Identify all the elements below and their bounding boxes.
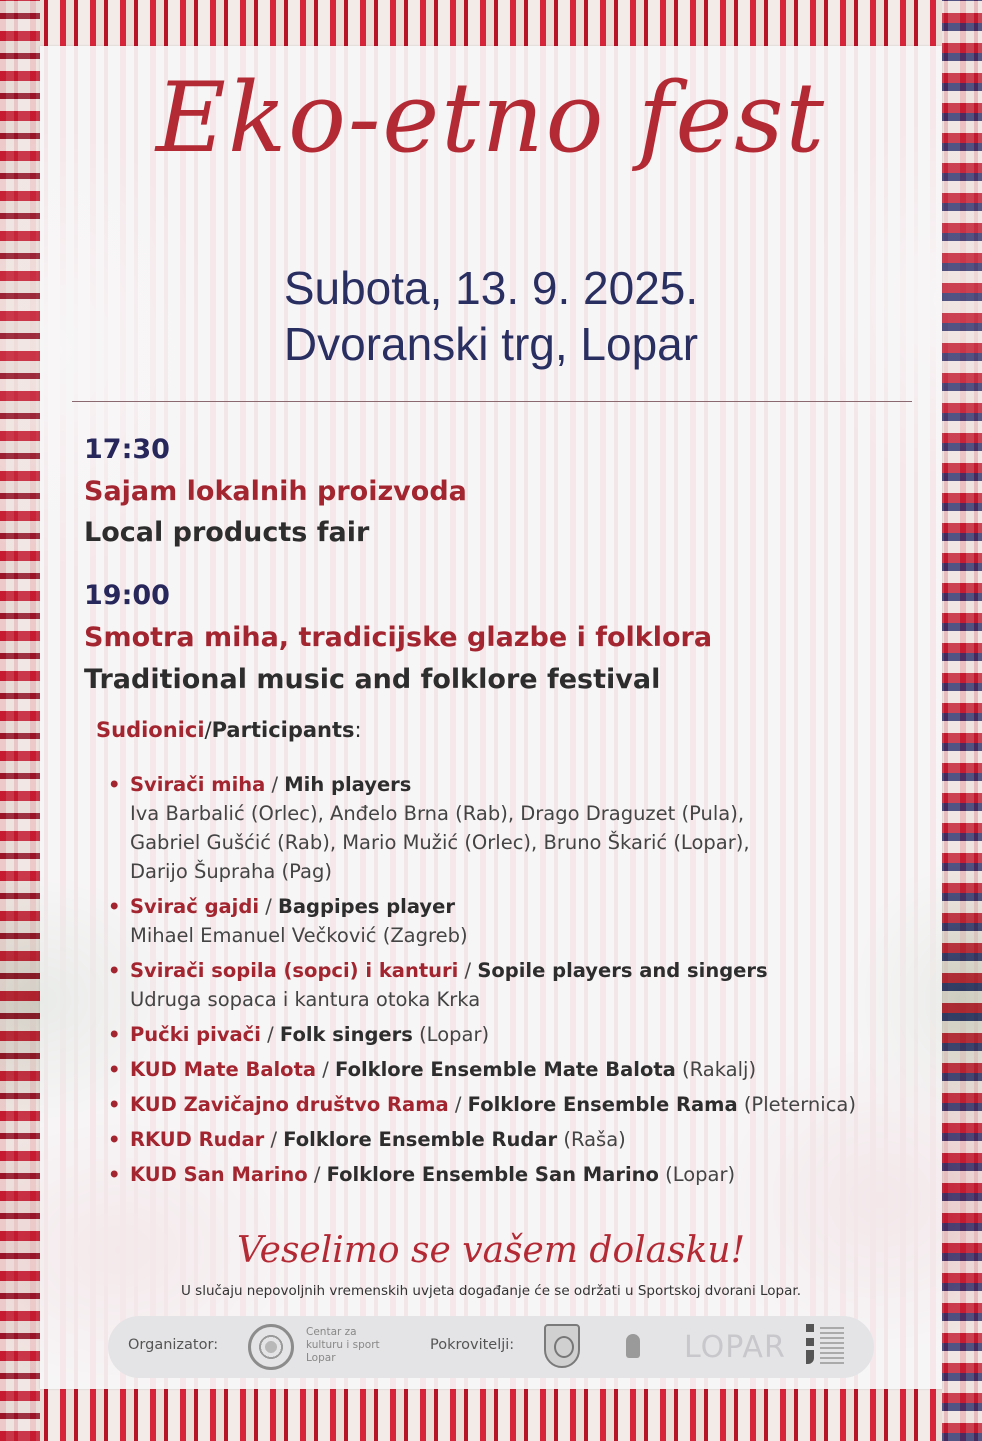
organizer-logo-icon xyxy=(248,1324,294,1370)
participant-hr: Pučki pivači xyxy=(130,1023,261,1046)
separator: / xyxy=(271,773,279,796)
participants-heading-hr: Sudionici xyxy=(96,718,205,742)
participant-en: Folklore Ensemble Rama xyxy=(467,1093,738,1116)
weather-note: U slučaju nepovoljnih vremenskih uvjeta događanje će se održati u Sportskoj dvorani Lopar. xyxy=(181,1283,801,1299)
municipality-crest-icon xyxy=(544,1324,580,1368)
lopar-logo: LOPAR xyxy=(684,1330,786,1365)
bullet: • xyxy=(108,1093,121,1116)
list-item xyxy=(106,1125,916,1154)
participant-hr: RKUD Rudar xyxy=(130,1128,265,1151)
participant-en: Folklore Ensemble Rudar xyxy=(283,1128,558,1151)
list-item xyxy=(106,770,916,886)
participant-place: (Lopar) xyxy=(419,1023,490,1046)
separator: / xyxy=(265,895,272,918)
participant-place: (Rakalj) xyxy=(682,1058,757,1081)
participant-en: Folklore Ensemble Mate Balota xyxy=(335,1058,676,1081)
participant-place: (Lopar) xyxy=(665,1163,736,1186)
participants-heading-colon: : xyxy=(354,718,362,742)
bullet: • xyxy=(108,773,121,796)
separator: / xyxy=(270,1128,278,1151)
list-item xyxy=(106,956,916,1014)
sponsors-label: Pokrovitelji: xyxy=(430,1337,515,1353)
participant-hr: Svirači miha xyxy=(130,773,266,796)
bullet: • xyxy=(108,1058,121,1081)
participant-hr: Svirač gajdi xyxy=(130,895,260,918)
list-item xyxy=(106,1020,916,1049)
bullet: • xyxy=(108,1128,121,1151)
poster-title: Eko-etno fest xyxy=(155,62,827,174)
participant-names: Darijo Šupraha (Pag) xyxy=(130,860,332,883)
event-venue: Dvoranski trg, Lopar xyxy=(283,318,699,370)
organizer-name xyxy=(306,1326,380,1365)
event-date-venue xyxy=(0,260,982,372)
participant-names: Mihael Emanuel Večković (Zagreb) xyxy=(130,924,468,947)
participant-hr: Svirači sopila (sopci) i kanturi xyxy=(130,959,459,982)
event-title-hr-2: Smotra miha, tradicijske glazbe i folklora xyxy=(84,622,713,653)
bullet: • xyxy=(108,1163,121,1186)
bullet: • xyxy=(108,959,121,982)
participant-hr: KUD San Marino xyxy=(130,1163,308,1186)
embroidery-left xyxy=(0,0,40,1441)
divider xyxy=(72,401,912,402)
participant-hr: KUD Mate Balota xyxy=(130,1058,317,1081)
participant-names: Iva Barbalić (Orlec), Anđelo Brna (Rab), Drago Draguzet (Pula), xyxy=(130,802,745,825)
separator: / xyxy=(464,959,472,982)
participant-names: Udruga sopaca i kantura otoka Krka xyxy=(130,988,481,1011)
welcome-message: Veselimo se vašem dolasku! xyxy=(236,1230,746,1271)
participant-names: Gabriel Gušćić (Rab), Mario Mužić (Orlec), Bruno Škarić (Lopar), xyxy=(130,831,750,854)
event-title-en-1: Local products fair xyxy=(84,517,370,548)
bullet: • xyxy=(108,1023,121,1046)
organizer-label: Organizator: xyxy=(128,1337,219,1353)
participants-heading xyxy=(96,718,362,742)
list-item xyxy=(106,1055,916,1084)
participant-en: Folk singers xyxy=(279,1023,413,1046)
saint-figure-logo-icon xyxy=(616,1324,650,1370)
event-date: Subota, 13. 9. 2025. xyxy=(283,262,699,314)
separator: / xyxy=(454,1093,462,1116)
organizer-name-line: kulturu i sport xyxy=(306,1339,380,1351)
event-title-hr-1: Sajam lokalnih proizvoda xyxy=(84,476,467,507)
participant-en: Mih players xyxy=(284,773,412,796)
list-item xyxy=(106,1160,916,1189)
event-time-1: 17:30 xyxy=(84,434,170,465)
bullet: • xyxy=(108,895,121,918)
organizer-name-line: Lopar xyxy=(306,1352,336,1364)
separator: / xyxy=(322,1058,329,1081)
embroidery-right xyxy=(942,0,982,1441)
event-title-en-2: Traditional music and folklore festival xyxy=(84,664,661,695)
sponsor-footer xyxy=(108,1316,874,1378)
event-time-2: 19:00 xyxy=(84,580,170,611)
separator: / xyxy=(313,1163,321,1186)
participant-en: Folklore Ensemble San Marino xyxy=(326,1163,659,1186)
participants-heading-en: Participants xyxy=(211,718,355,742)
participant-en: Bagpipes player xyxy=(278,895,455,918)
list-item xyxy=(106,892,916,950)
participants-heading-slash: / xyxy=(204,718,212,742)
separator: / xyxy=(267,1023,274,1046)
participants-list xyxy=(106,770,916,1189)
participant-place: (Raša) xyxy=(563,1128,626,1151)
ministry-mark-icon xyxy=(806,1324,846,1370)
organizer-name-line: Centar za xyxy=(306,1326,357,1338)
participant-place: (Pleternica) xyxy=(743,1093,856,1116)
participant-hr: KUD Zavičajno društvo Rama xyxy=(130,1093,449,1116)
list-item xyxy=(106,1090,916,1119)
participant-en: Sopile players and singers xyxy=(477,959,768,982)
